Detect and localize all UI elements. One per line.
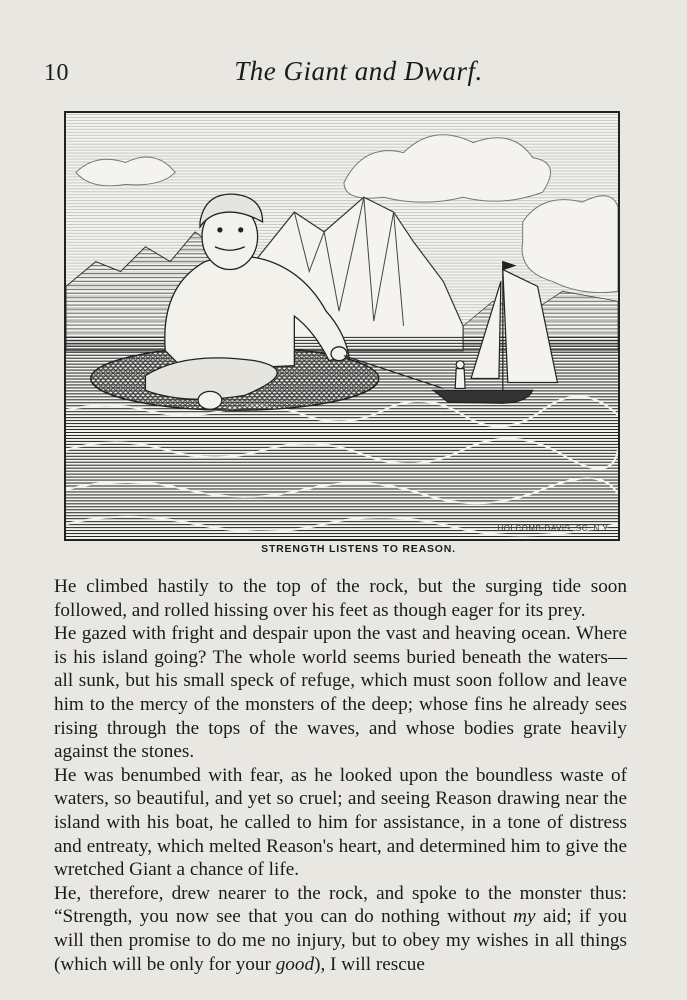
- paragraph: [54, 882, 627, 976]
- engraver-signature: HOLCOMB-DAVIS, SC. N.Y.: [497, 524, 610, 533]
- text-line: He gazed with fright and despair upon the vast and heaving: [54, 623, 516, 645]
- giant-on-rock-engraving: [66, 113, 618, 539]
- text-line: aid; if you will then promise to do me no injury, but to obey my: [54, 906, 627, 951]
- text-line: ocean. Where is his island going? The whole world seems buried: [54, 623, 627, 668]
- text-line: wishes in all things (which will be only for your: [54, 929, 627, 975]
- paragraph: [54, 622, 627, 764]
- text-line: beneath the waters—all sunk, but his small speck of refuge, which: [54, 646, 628, 692]
- text-line: deep; whose fins he already sees rising through the tops of the waves,: [54, 693, 627, 739]
- text-line: He was benumbed with fear, as he looked upon the boundless: [54, 764, 553, 786]
- text-line: He climbed hastily to the top of the rock, but the surging tide: [54, 576, 582, 597]
- paragraph: [54, 764, 627, 882]
- text-line: and whose bodies grate heavily against the stones.: [54, 717, 627, 763]
- text-line: in a tone of distress and entreaty, which melted Reason's heart, and: [54, 811, 628, 857]
- text-line: waste of waters, so beautiful, and yet so cruel; and seeing Reason: [54, 764, 628, 810]
- text-line: ), I will rescue: [314, 953, 425, 975]
- text-line: determined him to give the wretched Giant a chance of life.: [54, 835, 628, 881]
- emphasis: good: [275, 953, 315, 975]
- emphasis: my: [513, 906, 536, 928]
- text-line: its prey.: [525, 599, 586, 621]
- page-number: 10: [44, 60, 69, 86]
- text-line: must soon follow and leave him to the mercy of the monsters of the: [54, 670, 628, 715]
- text-line: drawing near the island with his boat, he called to him for assistance,: [54, 788, 627, 833]
- text-line: He, therefore, drew nearer to the rock, and spoke to the monster: [54, 882, 582, 904]
- running-head: The Giant and Dwarf.: [234, 56, 483, 86]
- text-line: thus: “Strength, you now see that you can do nothing without: [54, 882, 628, 928]
- illustration-caption: STRENGTH LISTENS TO REASON.: [261, 543, 456, 555]
- engraving-illustration: [64, 111, 620, 541]
- text-line: soon followed, and rolled hissing over his feet as though eager for: [54, 576, 627, 621]
- paragraph: [54, 575, 627, 622]
- body-text: [54, 575, 627, 976]
